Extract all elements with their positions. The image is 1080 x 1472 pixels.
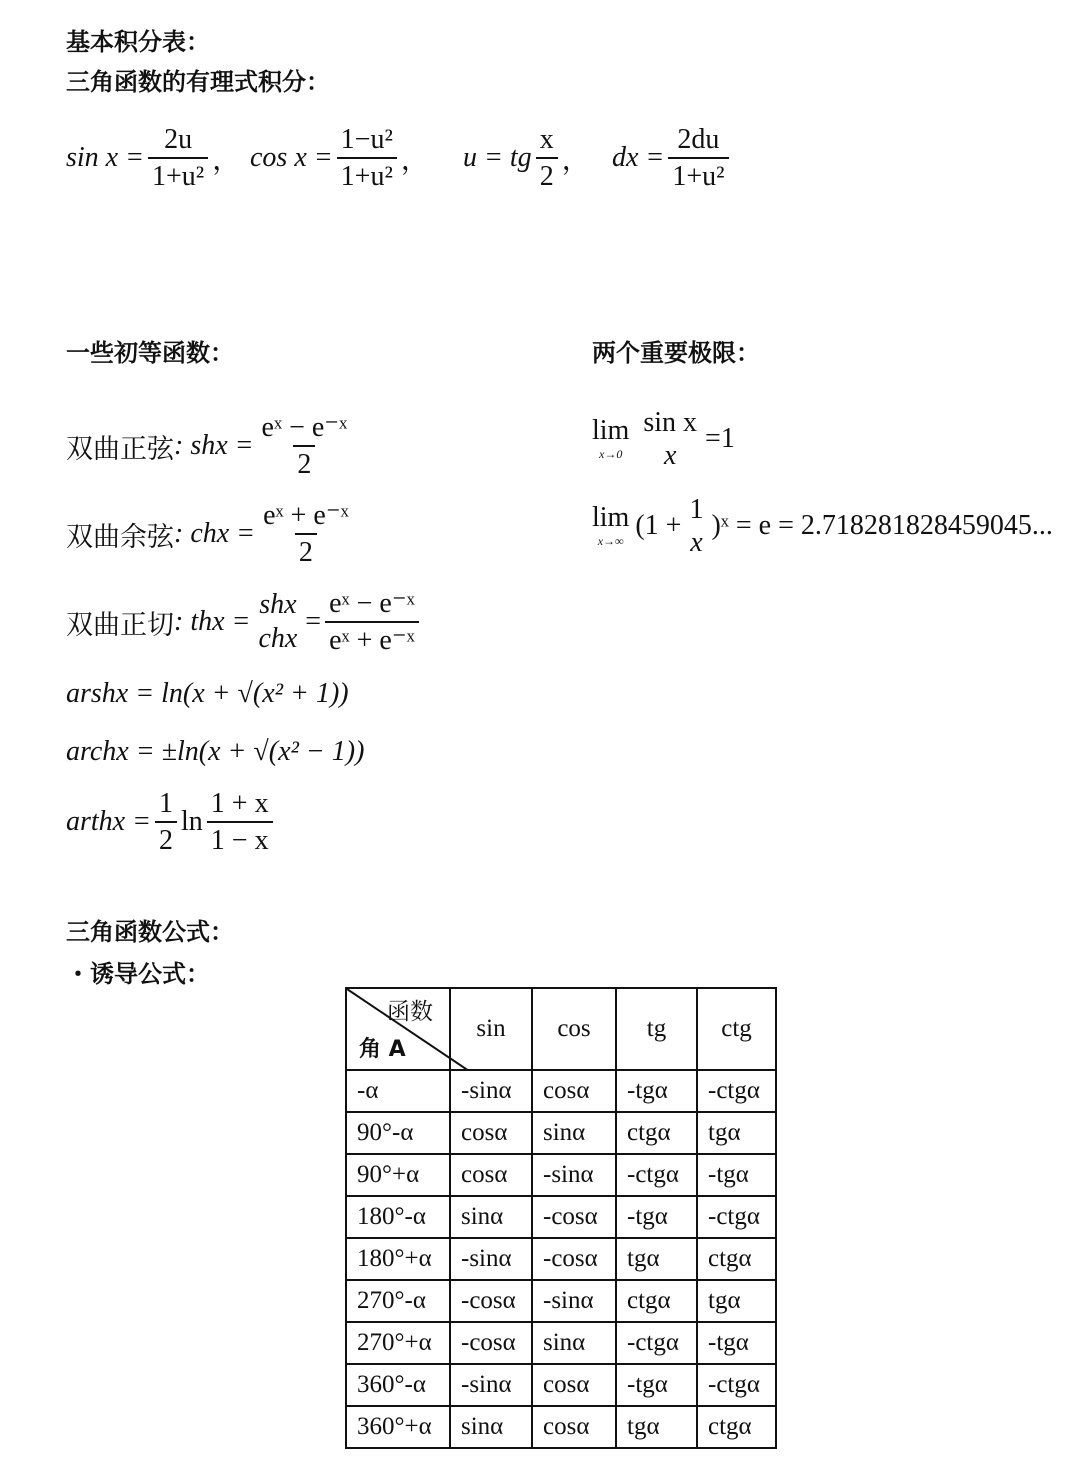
value-cell: tgα (616, 1406, 697, 1448)
value-cell: sinα (450, 1406, 532, 1448)
column-header: sin (450, 988, 532, 1070)
denominator: 1 − x (207, 821, 273, 858)
numerator: eˣ − e⁻ˣ (329, 588, 415, 619)
formula-arsh (66, 678, 349, 710)
corner-top-label: 函数 (387, 999, 433, 1025)
formula-dx-sub (612, 122, 733, 194)
angle-cell: 90°+α (346, 1154, 450, 1196)
table-row (346, 1364, 776, 1406)
denominator: 2 (295, 533, 317, 570)
value-cell: -ctgα (616, 1322, 697, 1364)
value-cell: ctgα (616, 1280, 697, 1322)
denominator: 2 (155, 821, 177, 858)
denominator: 1+u² (148, 157, 208, 194)
formula-ch (66, 498, 357, 570)
numerator: 1 (689, 494, 704, 525)
table-header-row (346, 988, 776, 1070)
induction-table (345, 987, 777, 1449)
formula-sh (66, 410, 355, 482)
value-cell: -sinα (532, 1154, 616, 1196)
angle-cell: 360°-α (346, 1364, 450, 1406)
limit-sinx-over-x (592, 405, 735, 472)
angle-cell: 360°+α (346, 1406, 450, 1448)
heading-rational-trig: 三角函数的有理式积分： (66, 68, 330, 96)
value-cell: -sinα (450, 1070, 532, 1112)
numerator: x (539, 124, 554, 155)
value-cell: -tgα (616, 1196, 697, 1238)
angle-cell: 270°-α (346, 1280, 450, 1322)
table-row (346, 1070, 776, 1112)
angle-cell: -α (346, 1070, 450, 1112)
value-cell: ctgα (697, 1238, 776, 1280)
value-cell: -ctgα (697, 1070, 776, 1112)
heading-trig-formulas: 三角函数公式： (66, 918, 234, 946)
value-cell: -ctgα (697, 1364, 776, 1406)
denominator: 1+u² (337, 157, 397, 194)
value-cell: sinα (532, 1112, 616, 1154)
lim: lim (592, 502, 630, 533)
lhs: dx = (612, 142, 665, 173)
value-cell: sinα (532, 1322, 616, 1364)
value-cell: sinα (450, 1196, 532, 1238)
heading-basic-table: 基本积分表： (66, 28, 210, 56)
heading-limits: 两个重要极限： (592, 339, 760, 367)
arsh-text: arshx = ln(x + √(x² + 1)) (66, 678, 349, 709)
value-cell: ctgα (697, 1406, 776, 1448)
column-header: ctg (697, 988, 776, 1070)
table-row (346, 1322, 776, 1364)
value-cell: -cosα (450, 1280, 532, 1322)
angle-cell: 180°-α (346, 1196, 450, 1238)
value-cell: -tgα (616, 1070, 697, 1112)
lhs: sin x = (66, 142, 144, 173)
denominator: 2 (293, 445, 315, 482)
lim-subscript: x→0 (599, 447, 623, 461)
angle-cell: 90°-α (346, 1112, 450, 1154)
separator: ， (561, 145, 590, 176)
ln: ln (181, 806, 203, 837)
value-cell: ctgα (616, 1112, 697, 1154)
value-cell: -ctgα (616, 1154, 697, 1196)
arch-text: archx = ±ln(x + √(x² − 1)) (66, 736, 365, 767)
corner-cell (346, 988, 450, 1070)
formula-arth (66, 786, 277, 858)
value-cell: -tgα (697, 1154, 776, 1196)
heading-induction: ・诱导公式： (66, 960, 210, 988)
numerator: eˣ − e⁻ˣ (261, 412, 348, 443)
numerator: 2u (164, 124, 193, 155)
value-cell: cosα (532, 1364, 616, 1406)
lhs: arthx = (66, 806, 151, 837)
numerator: 1 (159, 788, 173, 819)
denominator: x (690, 527, 703, 558)
label: 双曲余弦 (66, 521, 174, 553)
rhs: )ˣ = e = 2.718281828459045... (711, 509, 1053, 541)
value-cell: tgα (697, 1280, 776, 1322)
angle-cell: 270°+α (346, 1322, 450, 1364)
equals: = (305, 606, 322, 637)
value-cell: -ctgα (697, 1196, 776, 1238)
numerator: 2du (677, 124, 720, 155)
value-cell: tgα (697, 1112, 776, 1154)
table-body (346, 1070, 776, 1448)
pre: (1 + (635, 509, 682, 541)
value-cell: -tgα (697, 1322, 776, 1364)
value-cell: -sinα (450, 1364, 532, 1406)
lhs: cos x = (250, 142, 333, 173)
heading-elementary: 一些初等函数： (66, 339, 234, 367)
table-row (346, 1238, 776, 1280)
angle-cell: 180°+α (346, 1238, 450, 1280)
lhs: : shx = (174, 430, 254, 461)
table-row (346, 1112, 776, 1154)
formula-arch (66, 736, 364, 768)
column-header: cos (532, 988, 616, 1070)
formula-u-sub (463, 122, 590, 194)
rhs: =1 (705, 422, 735, 454)
limit-e (592, 492, 1053, 559)
value-cell: -sinα (450, 1238, 532, 1280)
value-cell: tgα (616, 1238, 697, 1280)
denominator: eˣ + e⁻ˣ (325, 621, 419, 658)
value-cell: -cosα (450, 1322, 532, 1364)
column-header: tg (616, 988, 697, 1070)
lhs: : thx = (174, 606, 251, 637)
table-row (346, 1154, 776, 1196)
numerator: sin x (643, 407, 698, 438)
corner-bottom-label: 角 A (359, 1037, 406, 1062)
table-row (346, 1280, 776, 1322)
denominator: chx (258, 622, 298, 654)
value-cell: cosα (532, 1070, 616, 1112)
lhs: : chx = (174, 518, 256, 549)
table-row (346, 1406, 776, 1448)
table-row (346, 1196, 776, 1238)
value-cell: -cosα (532, 1196, 616, 1238)
label: 双曲正弦 (66, 433, 174, 465)
lim: lim (592, 415, 630, 446)
value-cell: cosα (450, 1154, 532, 1196)
separator: ， (400, 145, 429, 176)
value-cell: -cosα (532, 1238, 616, 1280)
value-cell: cosα (450, 1112, 532, 1154)
separator: ， (212, 145, 241, 176)
lim-subscript: x→∞ (597, 534, 624, 548)
value-cell: -sinα (532, 1280, 616, 1322)
value-cell: cosα (532, 1406, 616, 1448)
formula-th (66, 586, 423, 658)
numerator: shx (259, 588, 297, 620)
formula-sin-sub (66, 122, 240, 194)
denominator: 1+u² (668, 157, 728, 194)
lhs: u = tg (463, 142, 532, 173)
denominator: x (663, 440, 677, 471)
numerator: 1−u² (340, 124, 393, 155)
denominator: 2 (536, 157, 558, 194)
numerator: eˣ + e⁻ˣ (263, 500, 349, 531)
formula-cos-sub (250, 122, 429, 194)
value-cell: -tgα (616, 1364, 697, 1406)
numerator: 1 + x (210, 788, 269, 819)
label: 双曲正切 (66, 609, 174, 641)
